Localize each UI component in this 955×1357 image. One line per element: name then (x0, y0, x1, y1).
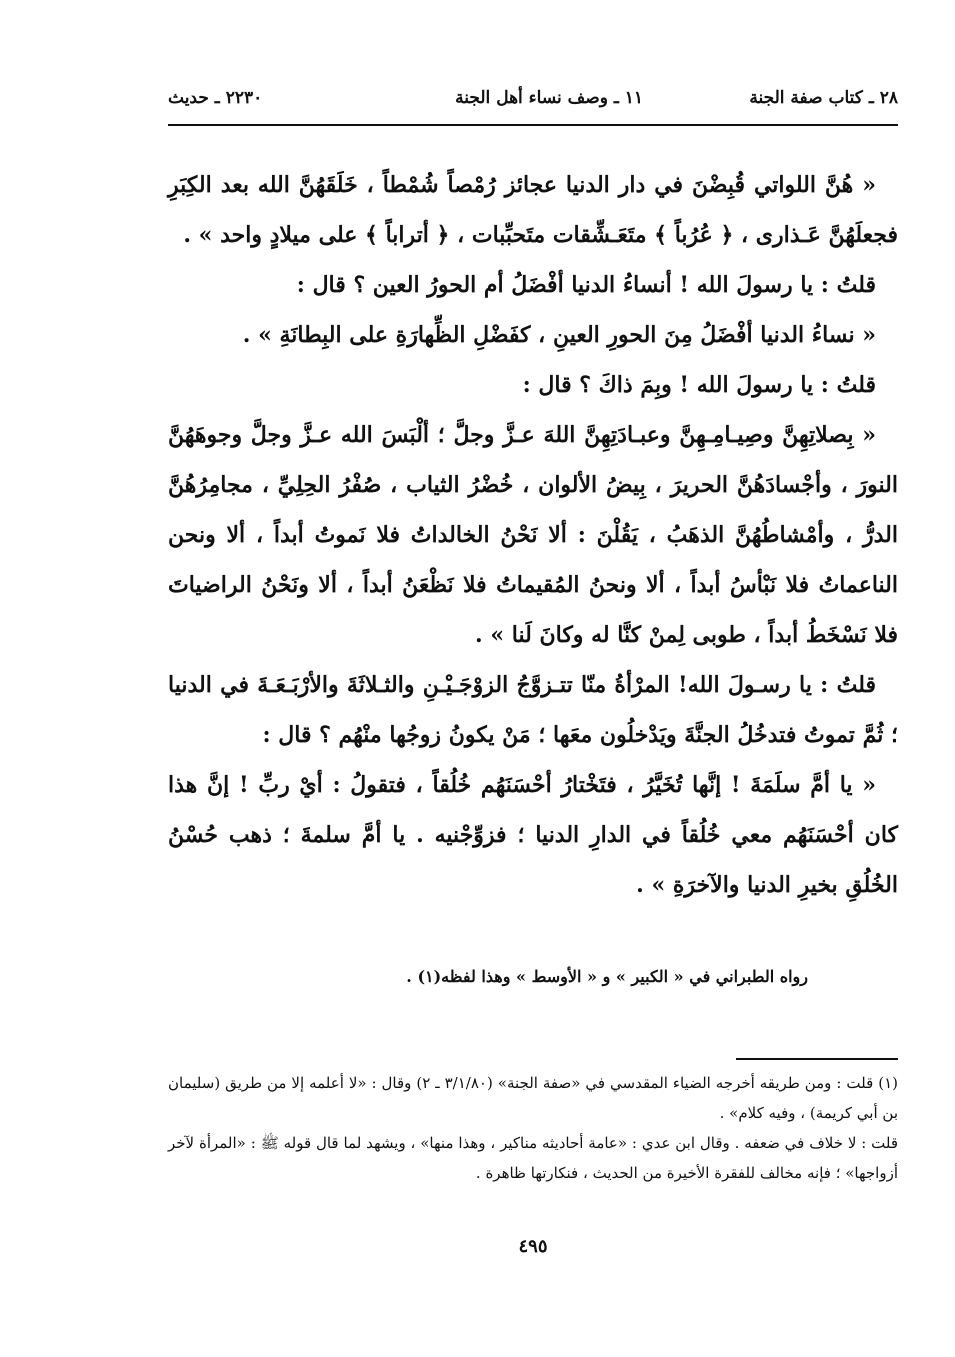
hadith-text (168, 160, 898, 910)
footnote-divider (736, 1058, 898, 1060)
paragraph: « يا أمَّ سلَمَةَ ! إنَّها تُخَيَّرُ ، فتَخْتارُ أحْسَنَهُم خُلُقاً ، فتقولُ : أيْ ربِّ ! إنَّ هذا كان أحْسَنَهُم معي خُلُقاً في الدارِ الدنيا ؛ فزوِّجْنيه . يا أمَّ سلمةَ ؛ ذهب حُسْنُ الخُلُقِ بخيرِ الدنيا والآخرَةِ » . (168, 772, 898, 898)
paragraph: « بِصلاتِهِنَّ وصِيـامِـهِنَّ وعبـادَتِهِنَّ اللهَ عـزَّ وجلَّ ؛ ألْبَسَ الله عـزَّ وجلَّ وجوهَهُنَّ النورَ ، وأجْسادَهُنَّ الحريرَ ، بِيضُ الألوان ، خُضْرُ الثياب ، صُفْرُ الحِلِيِّ ، مجامِرُهُنَّ الدرُّ ، وأمْشاطُهُنَّ الذهَبُ ، يَقُلْنَ : ألا نَحْنُ الخالداتُ فلا نَموتُ أبداً ، ألا ونحن الناعماتُ فلا نَبْأسُ أبداً ، ألا ونحنُ المُقيماتُ فلا نَظْعَنُ أبداً ، ألا ونَحْنُ الراضياتَ فلا نَسْخَطُ أبداً ، طوبى لِمنْ كنَّا له وكانَ لَنا » . (168, 422, 898, 648)
running-header (168, 88, 898, 118)
hadith-number: ٢٢٣٠ ـ حديث (168, 88, 263, 108)
paragraph: قلتُ : يا رسولَ الله ! وبِمَ ذاكَ ؟ قال : (522, 372, 876, 398)
section-title: ١١ ـ وصف نساء أهل الجنة (455, 88, 643, 108)
paragraph: قلتُ : يا رسـولَ الله! المرْأةُ منّا تتـزوَّجُ الزوْجَـيْـنِ والثـلاثَةَ والأرْبَـعَـةَ في الدنيا ؛ ثُمَّ تموتُ فتدخُلُ الجنَّةَ ويَدْخلُون معَها ؛ مَنْ يكونُ زوجُها منْهُم ؟ قال : (168, 672, 898, 748)
paragraph: « نساءُ الدنيا أفْضَلُ مِنَ الحورِ العينِ ، كفَضْلِ الظِّهارَةِ على البِطانَةِ » . (242, 322, 876, 348)
footnote: (١) قلت : ومن طريقه أخرجه الضياء المقدسي في «صفة الجنة» (٣/١/٨٠ ـ ٢) وقال : «لا أعلمه إلا من طريق (سليمان بن أبي كريمة) ، وفيه كلام» . (168, 1074, 898, 1122)
page-number: ٤٩٥ (518, 1236, 548, 1257)
footnotes (168, 1068, 898, 1188)
header-divider (168, 124, 898, 126)
chapter-title: ٢٨ ـ كتاب صفة الجنة (749, 88, 898, 108)
footnote: قلت : لا خلاف في ضعفه . وقال ابن عدي : «عامة أحاديثه مناكير ، وهذا منها» ، ويشهد لما قال قوله ﷺ : «المرأة لآخر أزواجها» ؛ فإنه مخالف للفقرة الأخيرة من الحديث ، فنكارتها ظاهرة . (168, 1134, 898, 1182)
paragraph: قلتُ : يا رسولَ الله ! أنساءُ الدنيا أفْضَلُ أم الحورُ العين ؟ قال : (296, 272, 876, 298)
paragraph: « هُنَّ اللواتي قُبِضْنَ في دار الدنيا عجائز رُمْصاً شُمْطاً ، خَلَقَهُنَّ الله بعد الكِبَرِ فجعلَهُنَّ عَـذارى ، ﴿ عُرُباً ﴾ متَعَـشِّقات متَحبِّبات ، ﴿ أتراباً ﴾ على ميلادٍ واحد » . (168, 172, 898, 248)
source-citation: رواه الطبراني في « الكبير » و « الأوسط » وهذا لفظه(١) . (406, 967, 808, 986)
